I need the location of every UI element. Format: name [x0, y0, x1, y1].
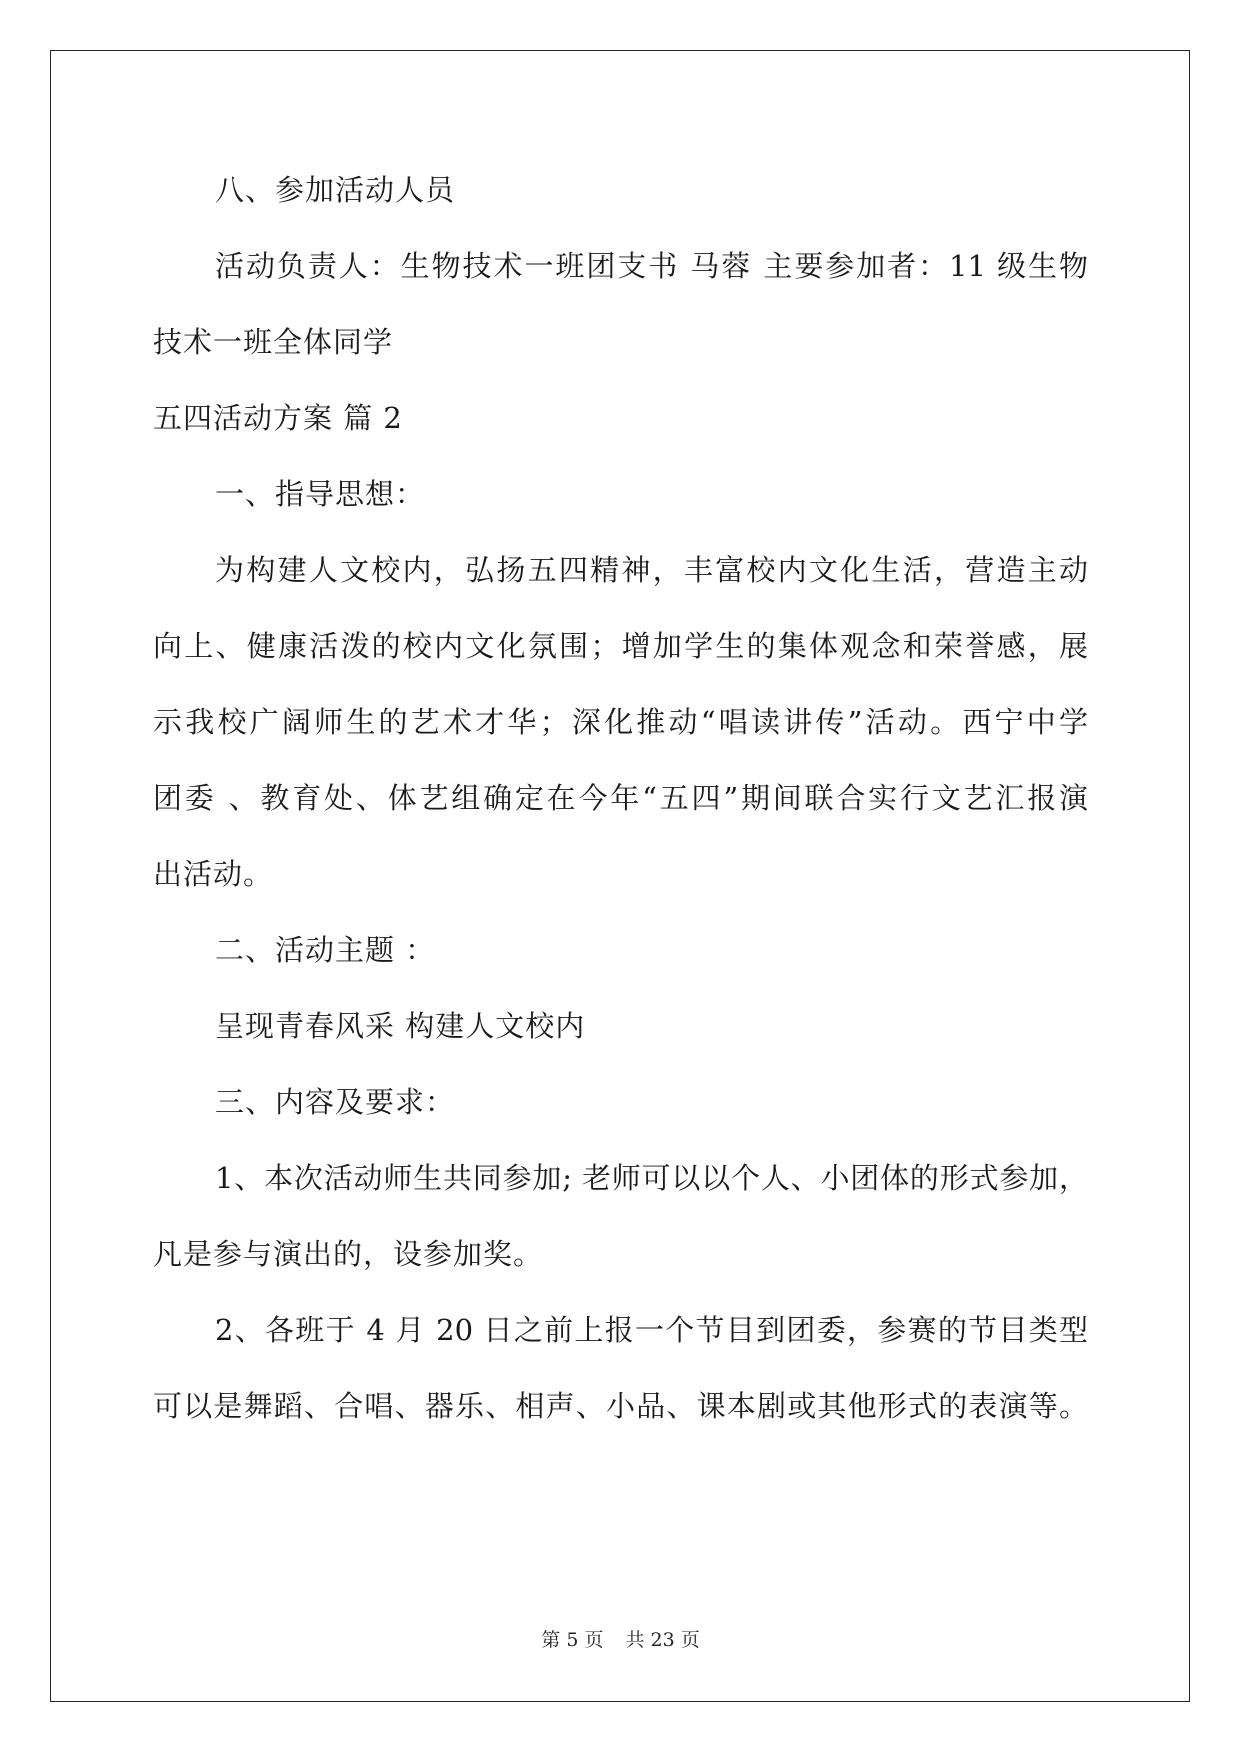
paragraph-line: 团委 、教育处、体艺组确定在今年“五四”期间联合实行文艺汇报演 [153, 781, 1088, 815]
paragraph-line: 可以是舞蹈、合唱、器乐、相声、小品、课本剧或其他形式的表演等。 [153, 1389, 1088, 1423]
paragraph-line: 技术一班全体同学 [153, 325, 394, 359]
paragraph-line: 出活动。 [153, 857, 274, 891]
page-total: 共 23 页 [625, 1629, 700, 1651]
paragraph-line: 为构建人文校内，弘扬五四精神，丰富校内文化生活，营造主动 [215, 553, 1088, 587]
paragraph-line: 凡是参与演出的，设参加奖。 [153, 1237, 544, 1271]
section-heading: 二、活动主题 ： [215, 933, 436, 967]
section-heading: 一、指导思想： [215, 477, 426, 511]
paragraph-line: 2、各班于 4 月 20 日之前上报一个节目到团委，参赛的节目类型 [215, 1313, 1088, 1347]
paragraph-line: 示我校广阔师生的艺术才华；深化推动“唱读讲传”活动。西宁中学 [153, 705, 1088, 739]
section-heading: 八、参加活动人员 [215, 173, 456, 207]
paragraph-line: 呈现青春风采 构建人文校内 [215, 1009, 586, 1043]
paragraph-line: 1、本次活动师生共同参加; 老师可以以个人、小团体的形式参加， [215, 1161, 1088, 1195]
page-number: 第 5 页 [541, 1629, 604, 1651]
paragraph-line: 活动负责人：生物技术一班团支书 马蓉 主要参加者：11 级生物 [215, 249, 1088, 283]
page-footer [0, 1628, 1241, 1652]
document-title: 五四活动方案 篇 2 [153, 401, 403, 435]
paragraph-line: 向上、健康活泼的校内文化氛围；增加学生的集体观念和荣誉感，展 [153, 629, 1088, 663]
section-heading: 三、内容及要求： [215, 1085, 456, 1119]
